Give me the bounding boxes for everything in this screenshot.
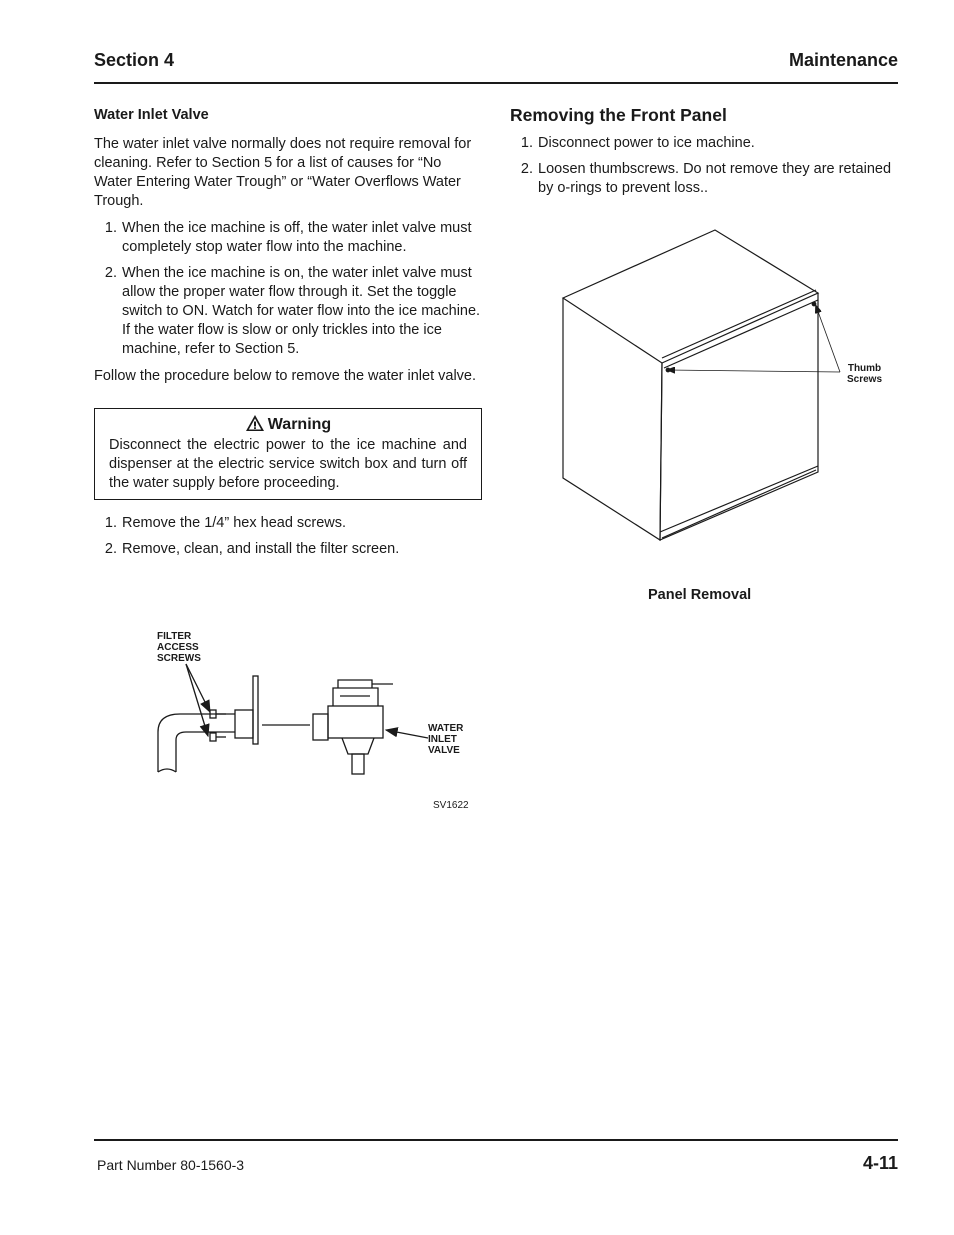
figure-caption: Panel Removal xyxy=(648,587,752,603)
section-label: Section 4 xyxy=(94,50,175,70)
water-inlet-valve-label: WATER INLET VALVE xyxy=(428,723,464,756)
thumbscrew-right xyxy=(812,302,816,306)
procedure-list xyxy=(94,514,482,559)
filter-access-screws-label: FILTER ACCESS SCREWS xyxy=(157,631,201,664)
thumb-screws-label: Thumb Screws xyxy=(847,363,883,385)
list-item: 2. When the ice machine is on, the water inlet valve must allow the proper water flow through it. Set the toggle switch to ON. Watch for water flow into the ice machine. If the water flow is slow or only trickles into the ice machine, refer to Section 5. xyxy=(121,264,482,359)
warning-text: Disconnect the electric power to the ice machine and dispenser at the electric service switch box and turn off the water supply before proceeding. xyxy=(109,437,467,491)
page-number: 4-11 xyxy=(862,1153,898,1173)
part-number: Part Number 80-1560-3 xyxy=(97,1157,245,1173)
warning-title: Warning xyxy=(267,416,332,433)
list-item: 1. Disconnect power to ice machine. xyxy=(537,134,900,153)
panel-removal-drawing xyxy=(550,220,900,560)
warning-icon xyxy=(245,414,265,432)
intro-paragraph: The water inlet valve normally does not require removal for cleaning. Refer to Section 5 for a list of causes for “No Water Entering Water Trough” or “Water Overflows Water Trough. xyxy=(94,136,472,209)
follow-paragraph: Follow the procedure below to remove the water inlet valve. xyxy=(94,368,477,384)
warning-box xyxy=(94,408,482,500)
removing-front-panel-heading: Removing the Front Panel xyxy=(510,105,727,125)
water-inlet-valve-heading: Water Inlet Valve xyxy=(94,107,209,123)
check-list xyxy=(94,219,482,359)
footer-rule xyxy=(94,1139,898,1141)
header-rule xyxy=(94,82,898,84)
list-item: 1. Remove the 1/4” hex head screws. xyxy=(121,514,482,533)
list-item: 1. When the ice machine is off, the water inlet valve must completely stop water flow into the machine. xyxy=(121,219,482,257)
page-title: Maintenance xyxy=(788,50,898,70)
list-item: 2. Loosen thumbscrews. Do not remove they are retained by o-rings to prevent loss.. xyxy=(537,160,900,198)
list-item: 2. Remove, clean, and install the filter screen. xyxy=(121,540,482,559)
left-column xyxy=(94,106,482,567)
right-column xyxy=(510,106,900,206)
warning-title-row xyxy=(109,414,467,435)
panel-step-list xyxy=(510,134,900,198)
figure-code: SV1622 xyxy=(433,800,469,811)
